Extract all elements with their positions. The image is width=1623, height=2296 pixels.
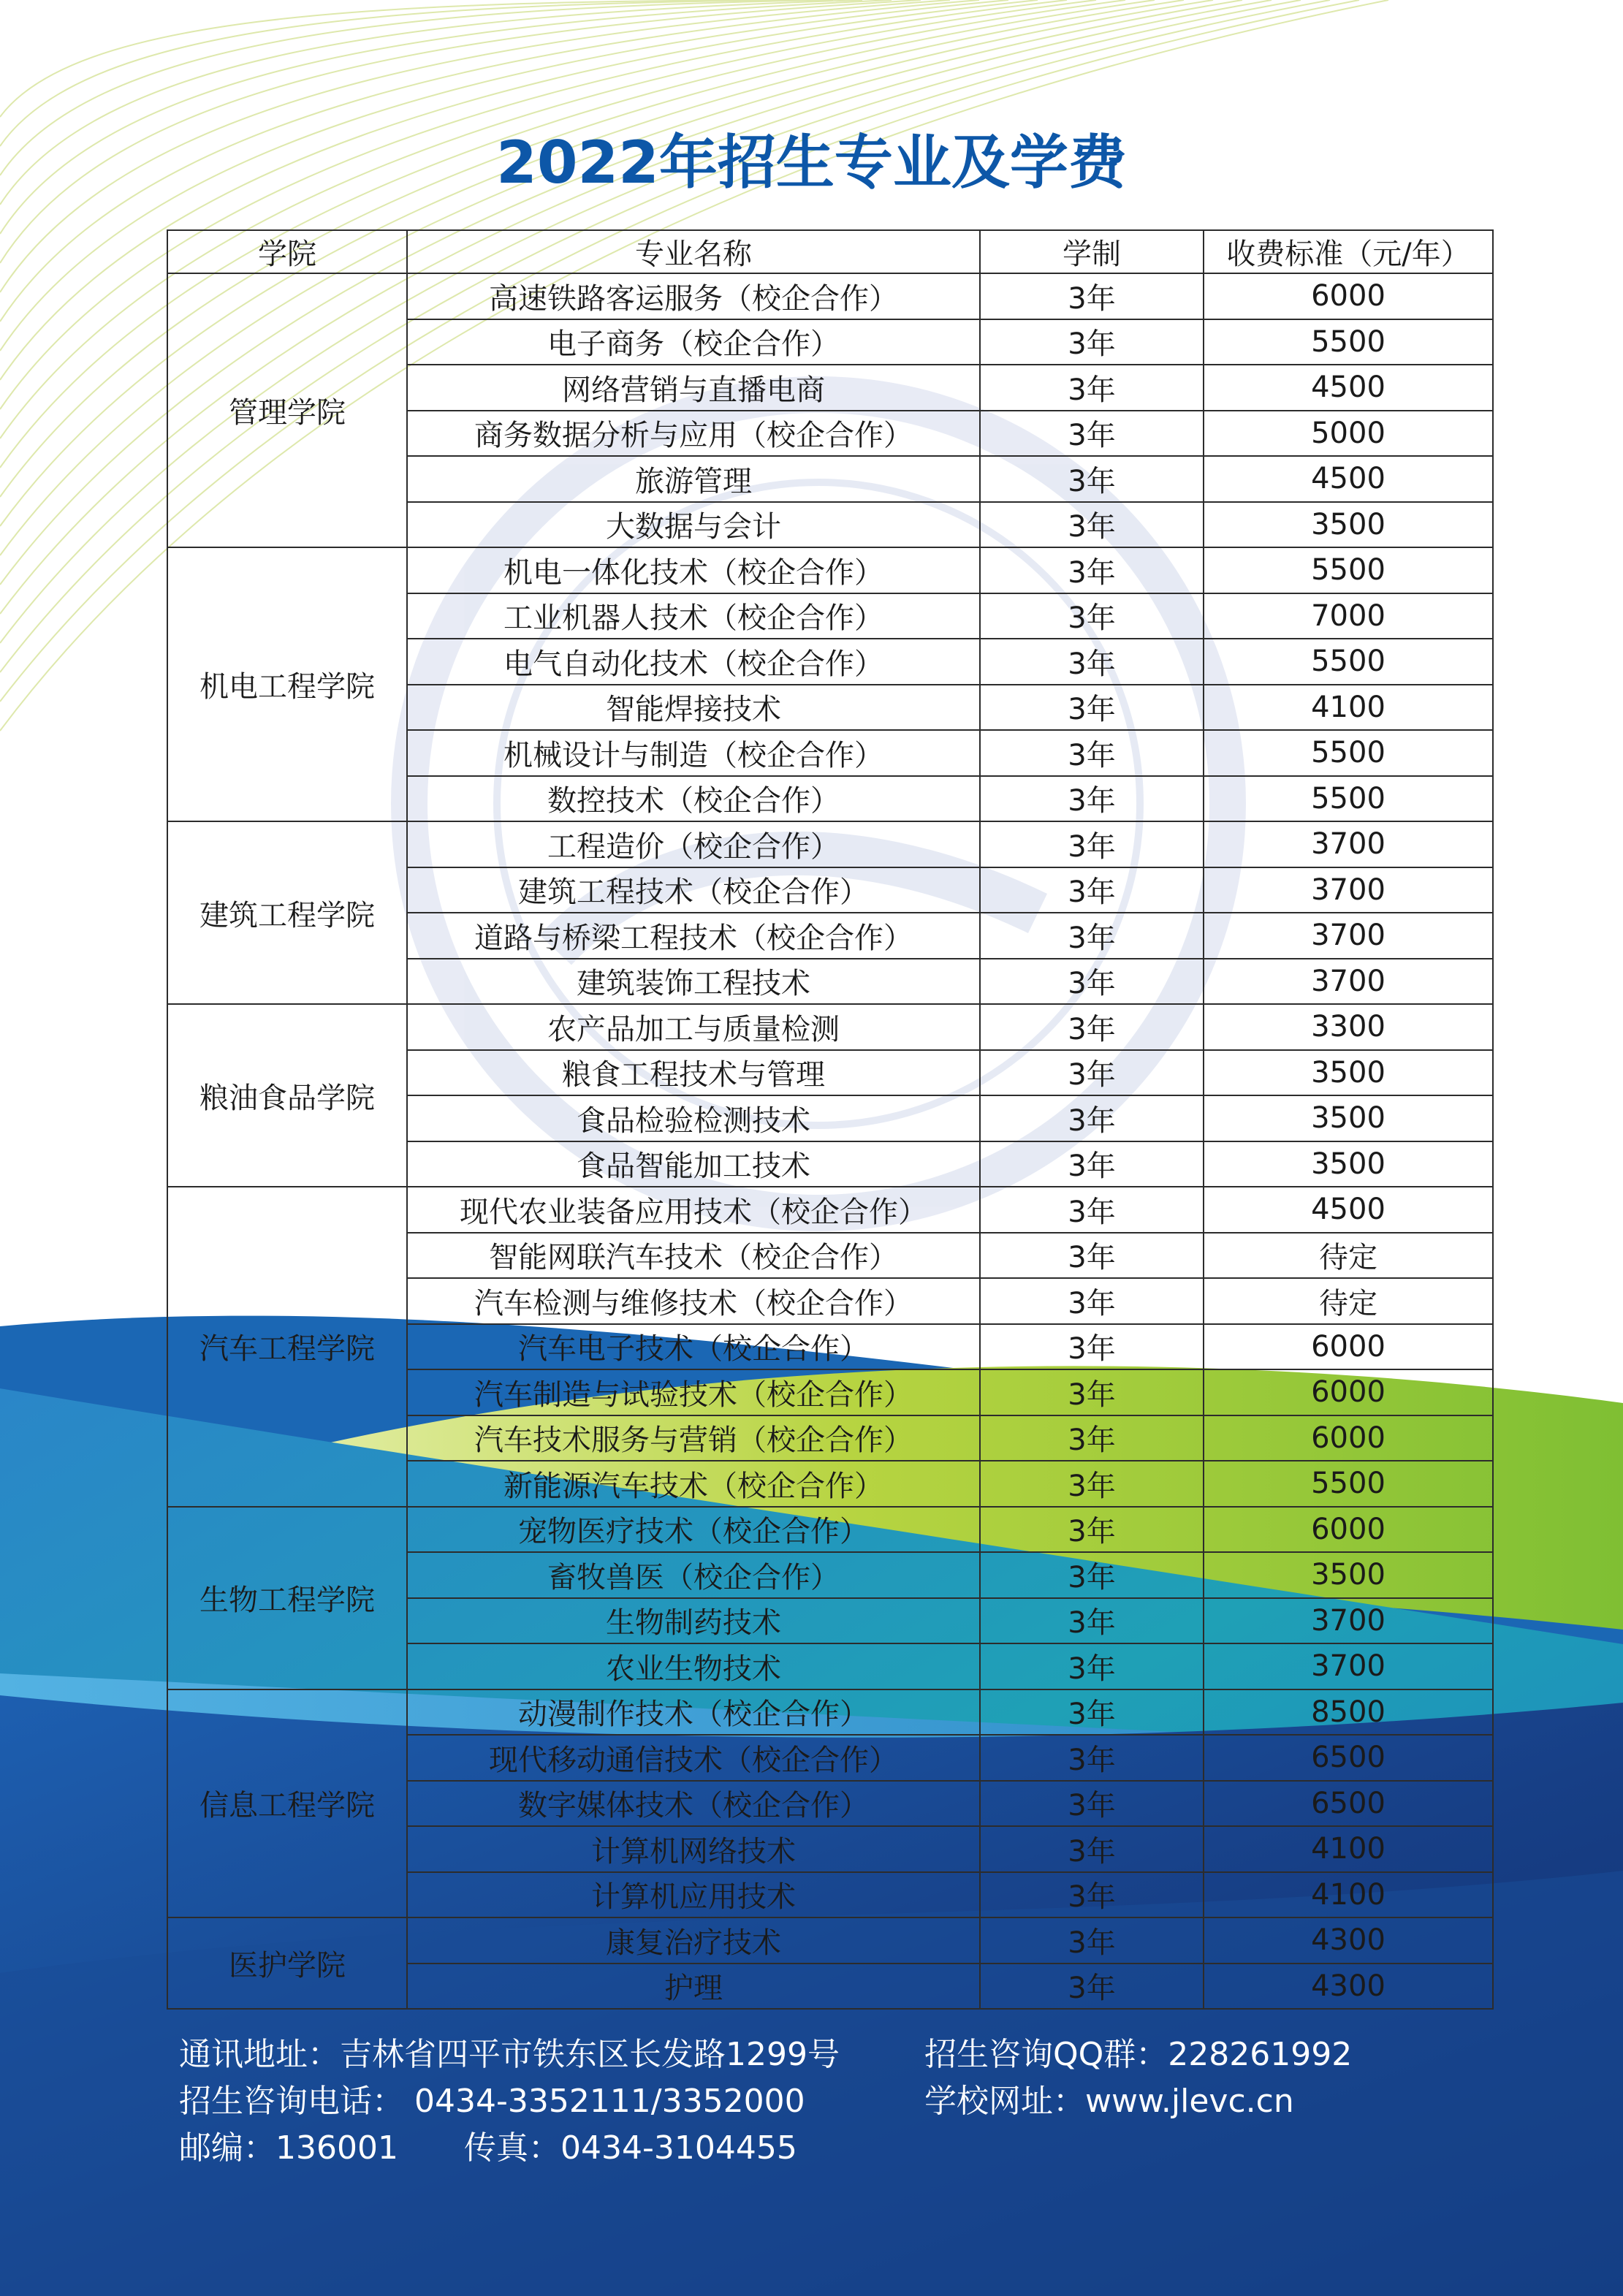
major-cell: 道路与桥梁工程技术（校企合作） — [407, 913, 980, 959]
duration-cell: 3年 — [980, 1735, 1204, 1781]
duration-cell: 3年 — [980, 1415, 1204, 1461]
major-cell: 汽车检测与维修技术（校企合作） — [407, 1278, 980, 1324]
major-cell: 现代移动通信技术（校企合作） — [407, 1735, 980, 1781]
major-cell: 机电一体化技术（校企合作） — [407, 547, 980, 593]
fee-cell: 4100 — [1204, 1872, 1493, 1918]
duration-cell: 3年 — [980, 1552, 1204, 1598]
major-cell: 旅游管理 — [407, 456, 980, 502]
duration-cell: 3年 — [980, 1689, 1204, 1736]
duration-cell: 3年 — [980, 593, 1204, 639]
duration-cell: 3年 — [980, 365, 1204, 411]
duration-cell: 3年 — [980, 1598, 1204, 1644]
major-cell: 电子商务（校企合作） — [407, 319, 980, 365]
college-cell: 粮油食品学院 — [167, 1004, 407, 1187]
fee-cell: 4300 — [1204, 1964, 1493, 2010]
fee-cell: 8500 — [1204, 1689, 1493, 1736]
address-text: 通讯地址：吉林省四平市铁东区长发路1299号 — [179, 2036, 840, 2073]
duration-cell: 3年 — [980, 411, 1204, 457]
duration-cell: 3年 — [980, 1872, 1204, 1918]
major-cell: 动漫制作技术（校企合作） — [407, 1689, 980, 1736]
postcode-text: 邮编：136001 — [179, 2129, 398, 2167]
duration-cell: 3年 — [980, 319, 1204, 365]
duration-cell: 3年 — [980, 1095, 1204, 1141]
fee-cell: 6000 — [1204, 1507, 1493, 1553]
table-row — [167, 1187, 1493, 1233]
fee-cell: 3700 — [1204, 913, 1493, 959]
duration-cell: 3年 — [980, 821, 1204, 867]
duration-cell: 3年 — [980, 547, 1204, 593]
duration-cell: 3年 — [980, 639, 1204, 685]
major-cell: 汽车电子技术（校企合作） — [407, 1324, 980, 1370]
major-cell: 汽车制造与试验技术（校企合作） — [407, 1369, 980, 1415]
duration-cell: 3年 — [980, 1461, 1204, 1507]
duration-cell: 3年 — [980, 1826, 1204, 1872]
duration-cell: 3年 — [980, 685, 1204, 731]
fee-cell: 6000 — [1204, 273, 1493, 319]
fee-cell: 5500 — [1204, 730, 1493, 776]
duration-cell: 3年 — [980, 867, 1204, 913]
major-cell: 食品智能加工技术 — [407, 1141, 980, 1187]
contact-footer — [179, 2031, 1494, 2172]
fee-cell: 5500 — [1204, 319, 1493, 365]
major-cell: 数字媒体技术（校企合作） — [407, 1781, 980, 1827]
major-cell: 农业生物技术 — [407, 1643, 980, 1689]
fee-cell: 3300 — [1204, 1004, 1493, 1050]
fee-table-container — [167, 229, 1492, 2010]
major-cell: 宠物医疗技术（校企合作） — [407, 1507, 980, 1553]
fax-text: 传真：0434-3104455 — [464, 2129, 797, 2167]
fee-cell: 5000 — [1204, 411, 1493, 457]
duration-cell: 3年 — [980, 502, 1204, 548]
duration-cell: 3年 — [980, 776, 1204, 822]
table-row — [167, 1004, 1493, 1050]
fee-cell: 3500 — [1204, 502, 1493, 548]
duration-cell: 3年 — [980, 913, 1204, 959]
college-cell: 管理学院 — [167, 273, 407, 547]
fee-cell: 3700 — [1204, 1598, 1493, 1644]
duration-cell: 3年 — [980, 456, 1204, 502]
duration-cell: 3年 — [980, 1781, 1204, 1827]
header-college: 学院 — [167, 230, 407, 273]
fee-cell: 7000 — [1204, 593, 1493, 639]
fee-cell: 3700 — [1204, 1643, 1493, 1689]
major-cell: 智能焊接技术 — [407, 685, 980, 731]
major-cell: 数控技术（校企合作） — [407, 776, 980, 822]
fee-cell: 5500 — [1204, 776, 1493, 822]
table-header-row — [167, 230, 1493, 273]
fee-cell: 3700 — [1204, 959, 1493, 1005]
major-cell: 农产品加工与质量检测 — [407, 1004, 980, 1050]
duration-cell: 3年 — [980, 959, 1204, 1005]
duration-cell: 3年 — [980, 1278, 1204, 1324]
major-cell: 汽车技术服务与营销（校企合作） — [407, 1415, 980, 1461]
duration-cell: 3年 — [980, 1004, 1204, 1050]
fee-cell: 3500 — [1204, 1552, 1493, 1598]
table-row — [167, 547, 1493, 593]
major-cell: 护理 — [407, 1964, 980, 2010]
fee-cell: 3500 — [1204, 1050, 1493, 1096]
major-cell: 生物制药技术 — [407, 1598, 980, 1644]
header-duration: 学制 — [980, 230, 1204, 273]
qq-group-text: 招生咨询QQ群：228261992 — [924, 2036, 1353, 2073]
fee-cell: 4500 — [1204, 365, 1493, 411]
fee-cell: 6500 — [1204, 1735, 1493, 1781]
table-row — [167, 1917, 1493, 1964]
fee-cell: 4500 — [1204, 456, 1493, 502]
major-cell: 现代农业装备应用技术（校企合作） — [407, 1187, 980, 1233]
major-cell: 工程造价（校企合作） — [407, 821, 980, 867]
college-cell: 信息工程学院 — [167, 1689, 407, 1918]
major-cell: 智能网联汽车技术（校企合作） — [407, 1233, 980, 1279]
table-row — [167, 1689, 1493, 1736]
major-cell: 电气自动化技术（校企合作） — [407, 639, 980, 685]
major-cell: 工业机器人技术（校企合作） — [407, 593, 980, 639]
major-cell: 大数据与会计 — [407, 502, 980, 548]
major-cell: 粮食工程技术与管理 — [407, 1050, 980, 1096]
duration-cell: 3年 — [980, 1507, 1204, 1553]
table-row — [167, 1507, 1493, 1553]
major-cell: 高速铁路客运服务（校企合作） — [407, 273, 980, 319]
major-cell: 计算机应用技术 — [407, 1872, 980, 1918]
fee-cell: 4500 — [1204, 1187, 1493, 1233]
major-cell: 商务数据分析与应用（校企合作） — [407, 411, 980, 457]
major-cell: 新能源汽车技术（校企合作） — [407, 1461, 980, 1507]
major-cell: 计算机网络技术 — [407, 1826, 980, 1872]
duration-cell: 3年 — [980, 1050, 1204, 1096]
fee-cell: 4300 — [1204, 1917, 1493, 1964]
duration-cell: 3年 — [980, 730, 1204, 776]
fee-cell: 3500 — [1204, 1095, 1493, 1141]
fee-cell: 待定 — [1204, 1278, 1493, 1324]
duration-cell: 3年 — [980, 273, 1204, 319]
duration-cell: 3年 — [980, 1187, 1204, 1233]
duration-cell: 3年 — [980, 1917, 1204, 1964]
major-cell: 建筑装饰工程技术 — [407, 959, 980, 1005]
major-cell: 畜牧兽医（校企合作） — [407, 1552, 980, 1598]
fee-cell: 6000 — [1204, 1324, 1493, 1370]
phone-text: 招生咨询电话： 0434-3352111/3352000 — [179, 2083, 805, 2120]
fee-cell: 3700 — [1204, 821, 1493, 867]
college-cell: 生物工程学院 — [167, 1507, 407, 1689]
fee-cell: 5500 — [1204, 639, 1493, 685]
fee-cell: 6000 — [1204, 1415, 1493, 1461]
fee-cell: 4100 — [1204, 685, 1493, 731]
fee-table — [167, 229, 1494, 2010]
fee-cell: 6500 — [1204, 1781, 1493, 1827]
fee-cell: 3500 — [1204, 1141, 1493, 1187]
footer-row-3 — [179, 2125, 1494, 2172]
table-body — [167, 273, 1493, 2009]
fee-cell: 6000 — [1204, 1369, 1493, 1415]
duration-cell: 3年 — [980, 1141, 1204, 1187]
major-cell: 网络营销与直播电商 — [407, 365, 980, 411]
page-title: 2022年招生专业及学费 — [496, 129, 1127, 197]
duration-cell: 3年 — [980, 1643, 1204, 1689]
footer-row-1 — [179, 2031, 1494, 2078]
header-fee: 收费标准（元/年） — [1204, 230, 1493, 273]
table-row — [167, 273, 1493, 319]
major-cell: 机械设计与制造（校企合作） — [407, 730, 980, 776]
fee-cell: 3700 — [1204, 867, 1493, 913]
college-cell: 机电工程学院 — [167, 547, 407, 821]
major-cell: 食品检验检测技术 — [407, 1095, 980, 1141]
duration-cell: 3年 — [980, 1964, 1204, 2010]
major-cell: 康复治疗技术 — [407, 1917, 980, 1964]
fee-cell: 待定 — [1204, 1233, 1493, 1279]
website-text: 学校网址：www.jlevc.cn — [924, 2083, 1294, 2120]
footer-row-2 — [179, 2078, 1494, 2125]
college-cell: 建筑工程学院 — [167, 821, 407, 1004]
college-cell: 汽车工程学院 — [167, 1187, 407, 1507]
fee-cell: 5500 — [1204, 547, 1493, 593]
duration-cell: 3年 — [980, 1324, 1204, 1370]
college-cell: 医护学院 — [167, 1917, 407, 2009]
header-major: 专业名称 — [407, 230, 980, 273]
major-cell: 建筑工程技术（校企合作） — [407, 867, 980, 913]
duration-cell: 3年 — [980, 1369, 1204, 1415]
table-row — [167, 821, 1493, 867]
duration-cell: 3年 — [980, 1233, 1204, 1279]
fee-cell: 5500 — [1204, 1461, 1493, 1507]
fee-cell: 4100 — [1204, 1826, 1493, 1872]
